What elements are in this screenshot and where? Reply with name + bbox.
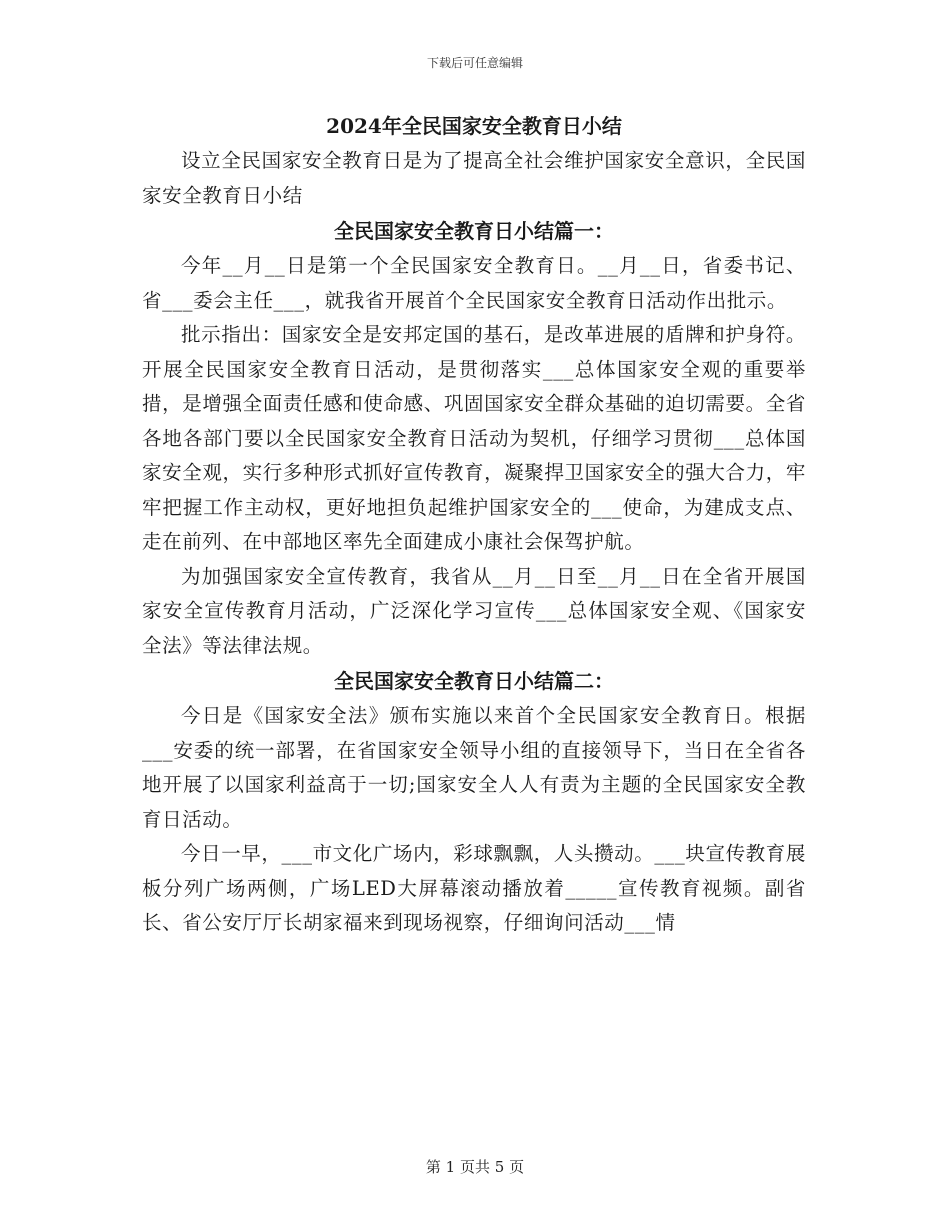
section-2-paragraph-2: 今日一早，___市文化广场内，彩球飘飘，人头攒动。___块宣传教育展板分列广场两侧，广场LED大屏幕滚动播放着_____宣传教育视频。副省长、省公安厅厅长胡家福来到现场视察，仔细询问活动___情: [142, 842, 806, 934]
section-1-heading: 全民国家安全教育日小结篇一：: [334, 219, 614, 243]
section-1-paragraph-2: 批示指出：国家安全是安邦定国的基石，是改革进展的盾牌和护身符。开展全民国家安全教育日活动，是贯彻落实___总体国家安全观的重要举措，是增强全面责任感和使命感、巩固国家安全群众基础的迫切需要。全省各地各部门要以全民国家安全教育日活动为契机，仔细学习贯彻___总体国家安全观，实行多种形式抓好宣传教育，凝聚捍卫国家安全的强大合力，牢牢把握工作主动权，更好地担负起维护国家安全的___使命，为建成支点、走在前列、在中部地区率先全面建成小康社会保驾护航。: [142, 323, 806, 553]
document-title: 2024年全民国家安全教育日小结: [326, 114, 622, 138]
intro-paragraph: 设立全民国家安全教育日是为了提高全社会维护国家安全意识，全民国家安全教育日小结: [142, 149, 806, 207]
header-note: 下载后可任意编辑: [426, 56, 523, 70]
section-2-paragraph-1: 今日是《国家安全法》颁布实施以来首个全民国家安全教育日。根据___安委的统一部署，在省国家安全领导小组的直接领导下，当日在全省各地开展了以国家利益高于一切;国家安全人人有责为主题的全民国家安全教育日活动。: [142, 704, 806, 831]
document-body: [142, 108, 806, 941]
section-2-heading: 全民国家安全教育日小结篇二：: [334, 669, 614, 693]
page-footer: 第 1 页共 5 页: [425, 1158, 525, 1176]
section-1-paragraph-3: 为加强国家安全宣传教育，我省从__月__日至__月__日在全省开展国家安全宣传教育月活动，广泛深化学习宣传___总体国家安全观、《国家安全法》等法律法规。: [142, 564, 806, 657]
section-1-paragraph-1: 今年__月__日是第一个全民国家安全教育日。__月__日，省委书记、省___委会主任___，就我省开展首个全民国家安全教育日活动作出批示。: [142, 254, 806, 312]
